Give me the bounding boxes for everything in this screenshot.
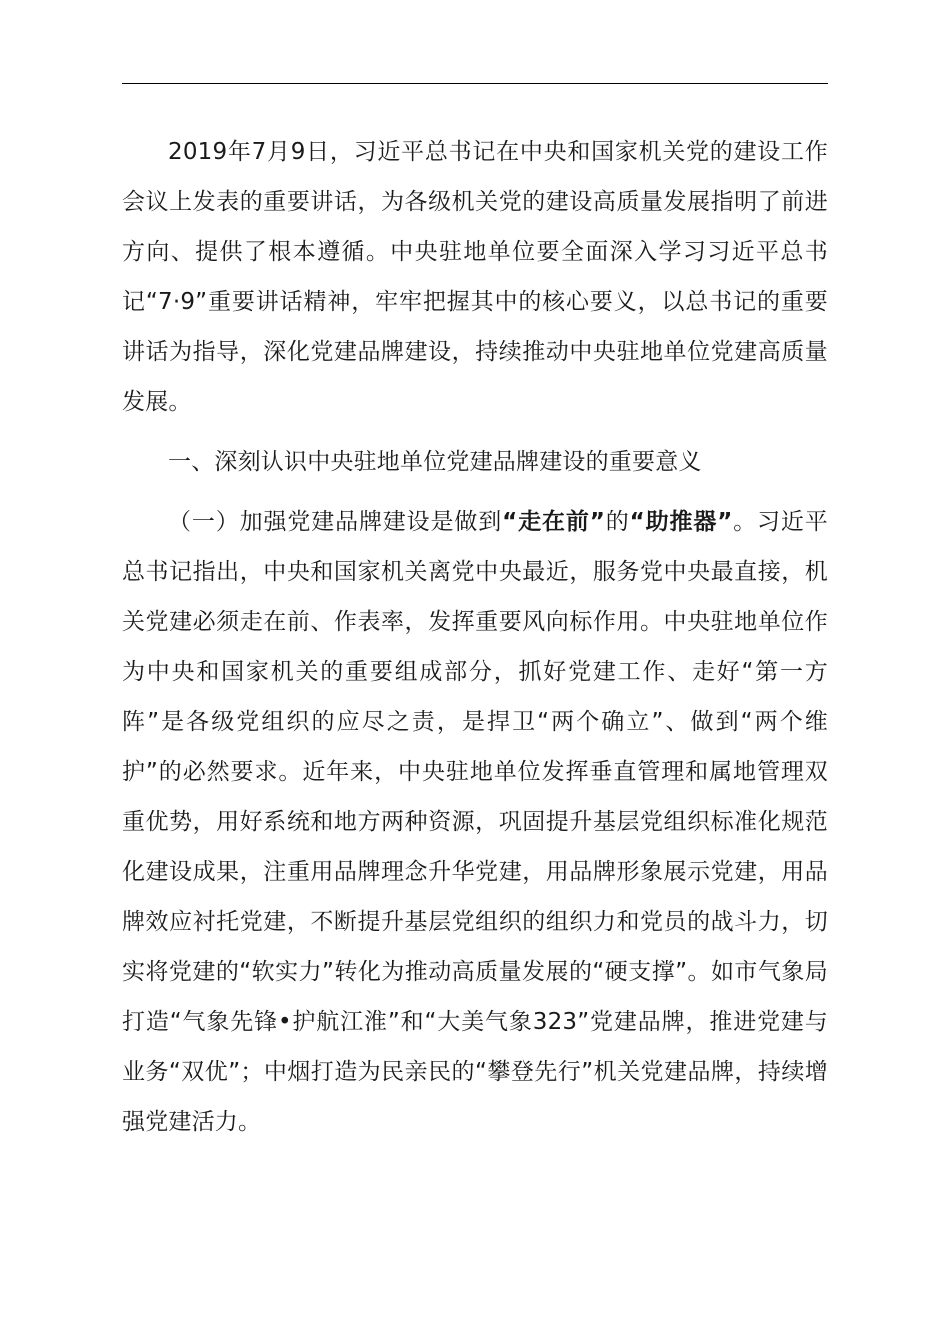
paragraph-intro: 2019年7月9日，习近平总书记在中央和国家机关党的建设工作会议上发表的重要讲话，为各级机关党的建设高质量发展指明了前进方向、提供了根本遵循。中央驻地单位要全面深入学习习近平总书记“7·9”重要讲话精神，牢牢把握其中的核心要义，以总书记的重要讲话为指导，深化党建品牌建设，持续推动中央驻地单位党建高质量发展。 [122, 139, 828, 415]
section-heading: 一、深刻认识中央驻地单位党建品牌建设的重要意义 [168, 449, 702, 475]
subsection-lead-mid: 的 [605, 509, 630, 535]
document-body [122, 127, 828, 1147]
subsection-body: 。习近平总书记指出，中央和国家机关离党中央最近，服务党中央最直接，机关党建必须走在前、作表率，发挥重要风向标作用。中央驻地单位作为中央和国家机关的重要组成部分，抓好党建工作、走好“第一方阵”是各级党组织的应尽之责，是捍卫“两个确立”、做到“两个维护”的必然要求。近年来，中央驻地单位发挥垂直管理和属地管理双重优势，用好系统和地方两种资源，巩固提升基层党组织标准化规范化建设成果，注重用品牌理念升华党建，用品牌形象展示党建，用品牌效应衬托党建，不断提升基层党组织的组织力和党员的战斗力，切实将党建的“软实力”转化为推动高质量发展的“硬支撑”。如市气象局打造“气象先锋•护航江淮”和“大美气象323”党建品牌，推进党建与业务“双优”；中烟打造为民亲民的“攀登先行”机关党建品牌，持续增强党建活力。 [122, 509, 828, 1135]
header-rule [122, 83, 828, 84]
subsection-lead-bold-2: “助推器” [629, 509, 733, 535]
subsection-lead-bold-1: “走在前” [502, 509, 606, 535]
subsection-lead: （一）加强党建品牌建设是做到 [168, 509, 503, 535]
paragraph-section-1 [122, 497, 828, 1147]
